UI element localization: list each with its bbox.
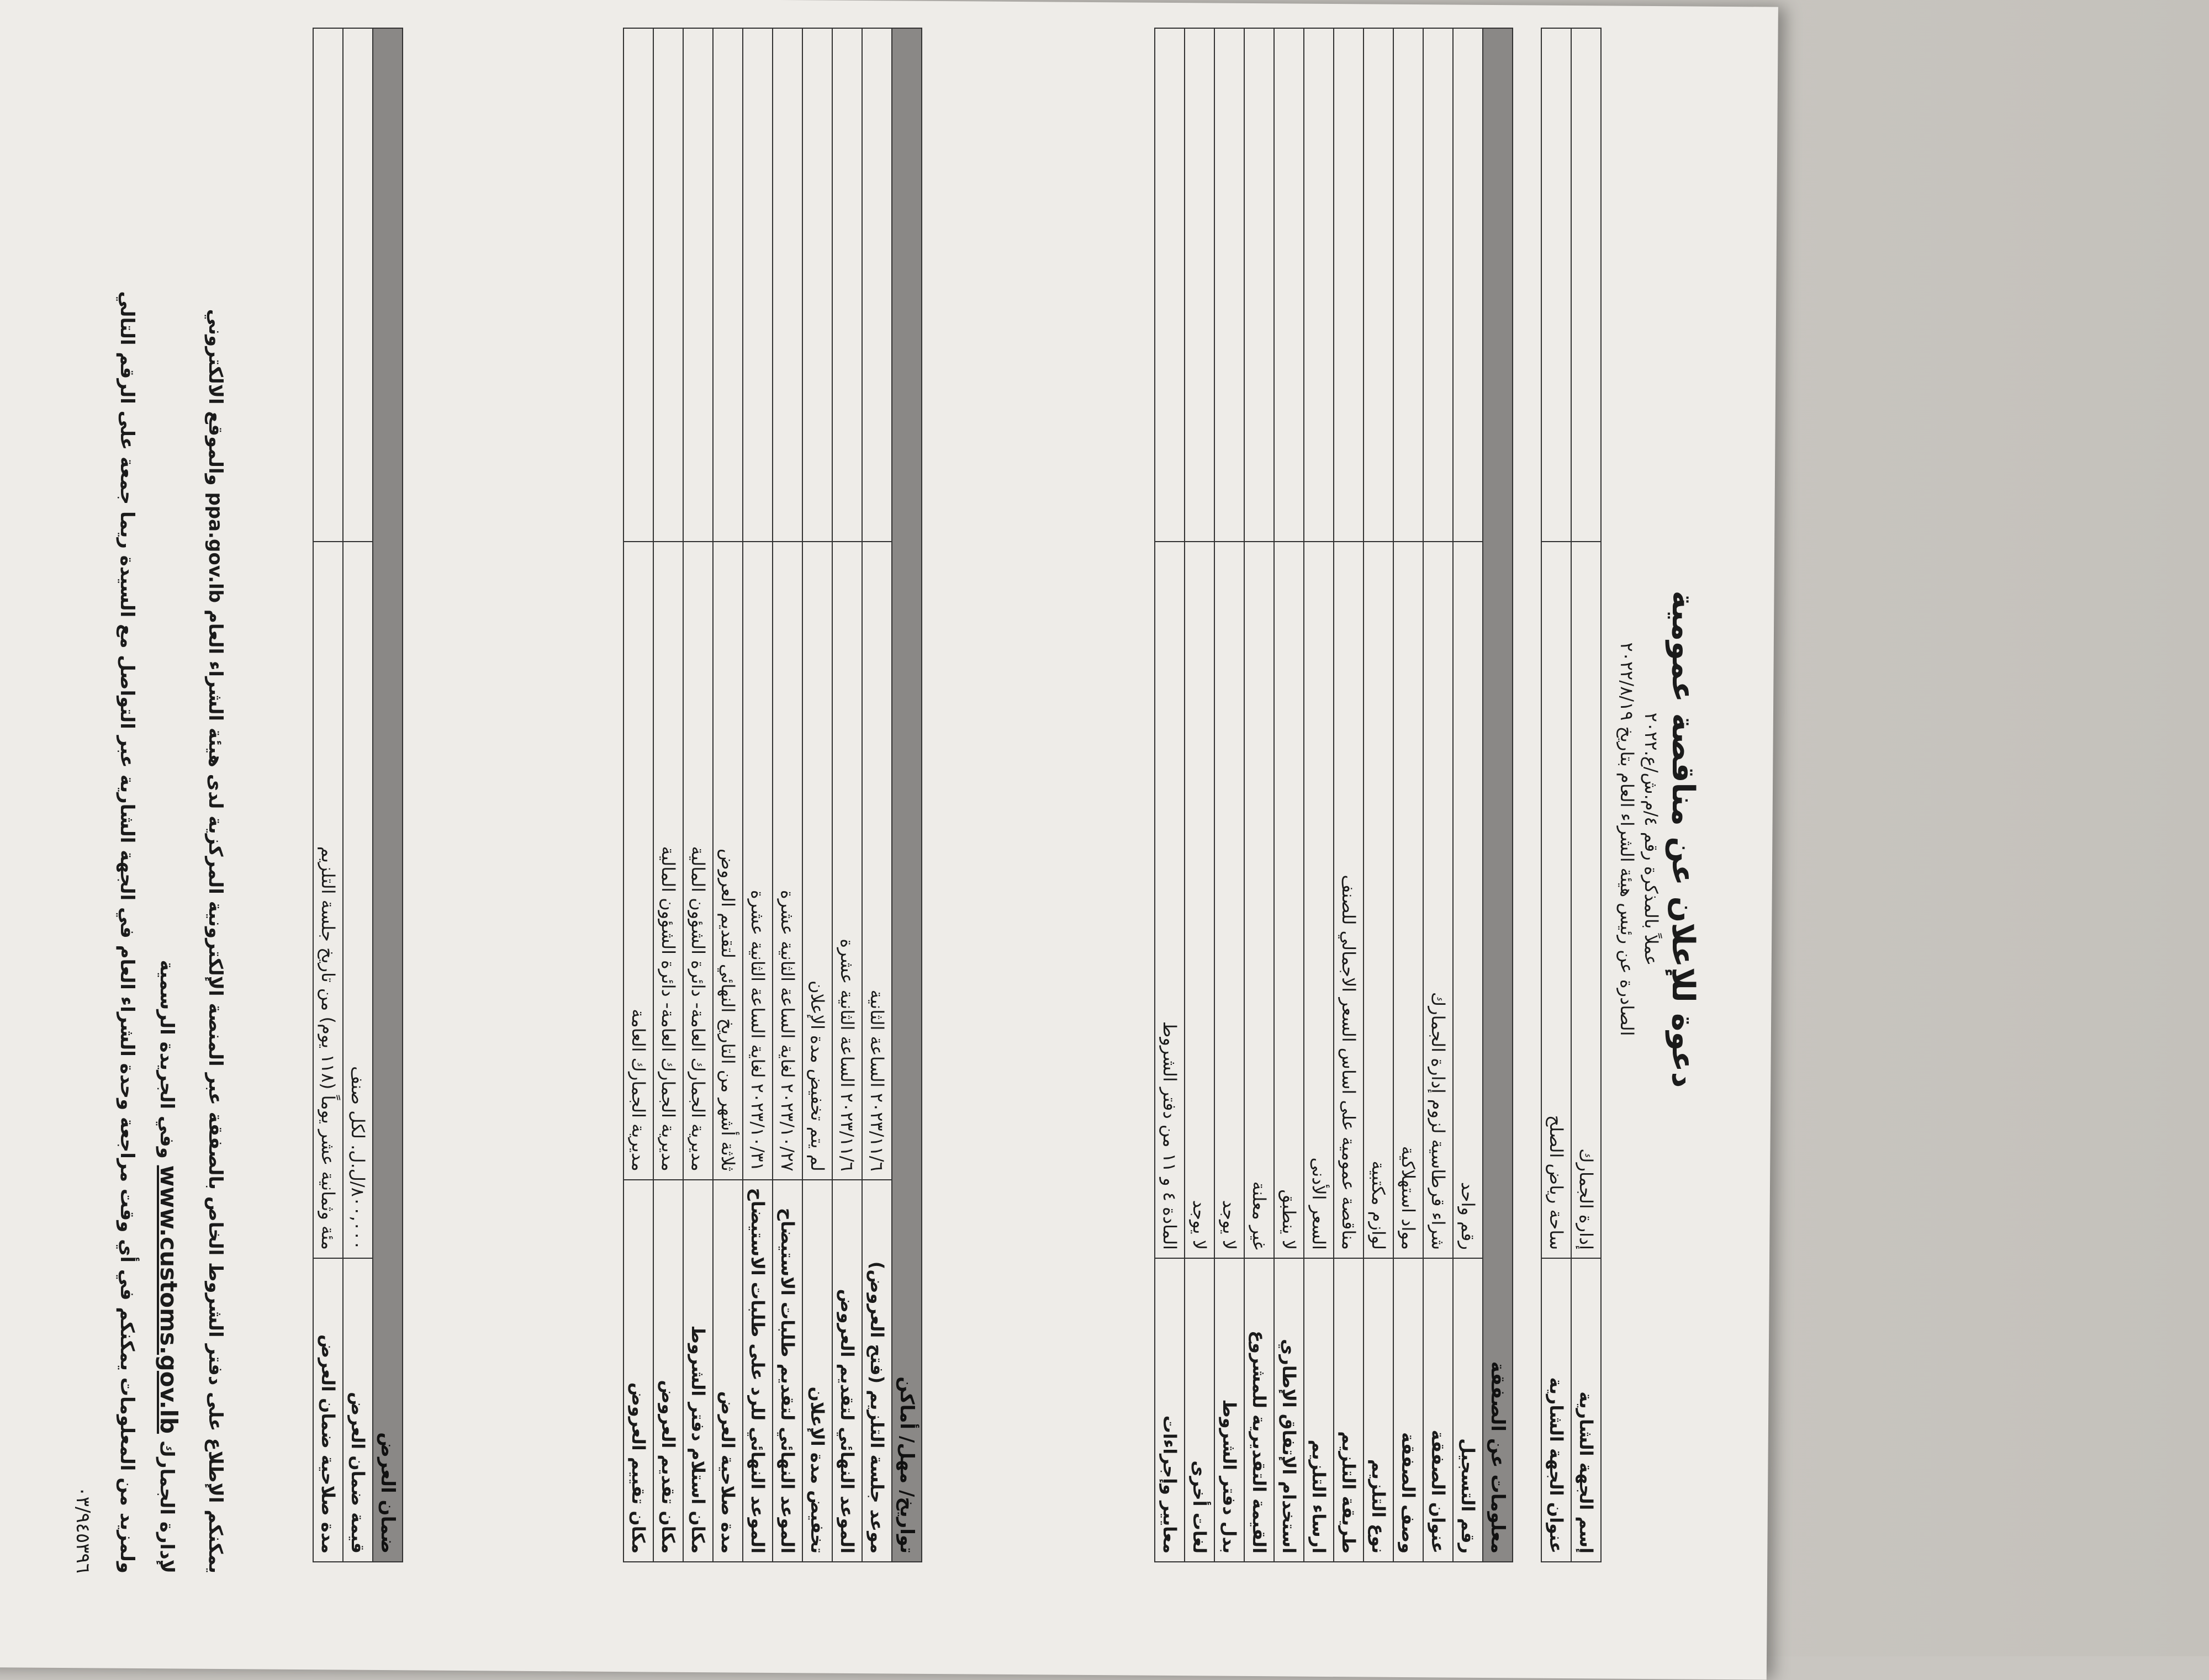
deal-blank-cell — [1393, 28, 1423, 542]
entity-blank-cell — [1541, 28, 1571, 542]
entity-value: إدارة الجمارك — [1571, 542, 1601, 1258]
dates-row — [773, 28, 802, 1562]
dates-value: مديرية الجمارك العامة — [623, 542, 653, 1180]
dates-label: تخفيض مدة الإعلان — [802, 1180, 832, 1562]
deal-value: غير معلنة — [1244, 542, 1274, 1258]
deal-row — [1453, 28, 1483, 1562]
dates-label: مكان استلام دفتر الشروط — [683, 1180, 713, 1562]
deal-section-header: معلومات عن الصفقة — [1483, 28, 1513, 1562]
deal-row — [1393, 28, 1423, 1562]
dates-label: مدة صلاحية العرض — [713, 1180, 743, 1562]
entity-label: عنوان الجهة الشارية — [1541, 1258, 1571, 1562]
deal-row — [1244, 28, 1274, 1562]
deal-label: القيمة التقديرية للمشروع — [1244, 1258, 1274, 1562]
note-customs-prefix: لإدارة الجمارك — [156, 1440, 178, 1573]
dates-blank-cell — [743, 28, 773, 542]
note-contact: ولمزيد من المعلومات يمكنكم في أي وقت مراجعة وحدة الشراء العام في الجهة الشارية عبر التواصل مع السيدة ريما جمعة على الرقم التالي — [116, 291, 138, 1573]
entity-blank-cell — [1571, 28, 1601, 542]
dates-label: مكان تقديم العروض — [653, 1180, 683, 1562]
guarantee-label: قيمة ضمان العرض — [343, 1258, 373, 1562]
deal-label: استخدام الإتفاق الإطاري — [1274, 1258, 1304, 1562]
deal-value: لا يوجد — [1185, 542, 1214, 1258]
deal-row — [1155, 28, 1185, 1562]
deal-blank-cell — [1453, 28, 1483, 542]
note-customs-site — [155, 28, 182, 1573]
deal-row — [1185, 28, 1214, 1562]
dates-row — [802, 28, 832, 1562]
dates-value: مديرية الجمارك العامة- دائرة الشؤون المالية — [683, 542, 713, 1180]
deal-blank-cell — [1304, 28, 1334, 542]
deal-label: بدل دفتر الشروط — [1214, 1258, 1244, 1562]
dates-row — [713, 28, 743, 1562]
entity-row — [1571, 28, 1601, 1562]
deal-value: السعر الأدنى — [1304, 542, 1334, 1258]
dates-row — [832, 28, 862, 1562]
deal-label: لغات أخرى — [1185, 1258, 1214, 1562]
dates-table — [623, 28, 922, 1562]
dates-value: ٢٠٢٣/١٠/٢٧ لغاية الساعة الثانية عشرة — [773, 542, 802, 1180]
dates-blank-cell — [623, 28, 653, 542]
customs-url-link[interactable]: www.customs.gov.lb — [155, 1165, 182, 1434]
dates-value: ٢٠٢٣/١١/٦ الساعة الثانية عشرة — [832, 542, 862, 1180]
deal-row — [1423, 28, 1453, 1562]
dates-value: ٢٠٢٣/١٠/٣١ لغاية الساعة الثانية عشرة — [743, 542, 773, 1180]
document-header — [1616, 33, 1712, 1645]
deal-blank-cell — [1423, 28, 1453, 542]
deal-row — [1364, 28, 1393, 1562]
entity-row — [1541, 28, 1571, 1562]
guarantee-label: مدة صلاحية ضمان العرض — [313, 1258, 343, 1562]
dates-blank-cell — [773, 28, 802, 542]
dates-blank-cell — [713, 28, 743, 542]
contact-phone: ٠٣/٩٤٥٣٩٦ — [72, 1486, 94, 1573]
note-platform: يمكنكم الإطلاع على دفتر الشروط الخاص بالصفقة عبر المنصة الإلكترونية المركزية لدى هيئة الشراء العام ppa.gov.lb والموقع الالكتروني — [204, 309, 226, 1573]
dates-blank-cell — [832, 28, 862, 542]
deal-label: ارساء التلزيم — [1304, 1258, 1334, 1562]
deal-label: معايير وإجراءات — [1155, 1258, 1185, 1562]
deal-row — [1214, 28, 1244, 1562]
deal-value: لا ينطبق — [1274, 542, 1304, 1258]
document-page — [55, 33, 1712, 1645]
deal-value: شراء قرطاسية لزوم إدارة الجمارك — [1423, 542, 1453, 1258]
entity-table — [1541, 28, 1602, 1562]
dates-row — [683, 28, 713, 1562]
entity-value: ساحة رياض الصلح — [1541, 542, 1571, 1258]
dates-label: الموعد النهائي لتقديم العروض — [832, 1180, 862, 1562]
guarantee-blank-cell — [343, 28, 373, 542]
dates-label: موعد جلسة التلزيم (فتح العروض) — [862, 1180, 892, 1562]
deal-label: وصف الصفقة — [1393, 1258, 1423, 1562]
guarantee-section-header: ضمان العرض — [373, 28, 403, 1562]
deal-blank-cell — [1244, 28, 1274, 542]
guarantee-value: مئة وثمانية عشر يوماً (١١٨ يوم) من تاريخ جلسة التلزيم — [313, 542, 343, 1258]
deal-blank-cell — [1155, 28, 1185, 542]
deal-blank-cell — [1334, 28, 1364, 542]
document-subtitle-date: الصادرة عن رئيس هيئة الشراء العام بتاريخ ٢٠٢٢/٨/١٩ — [1616, 642, 1637, 1036]
guarantee-value: ٨٠٠,٠٠٠/ل.ل. لكل صنف — [343, 542, 373, 1258]
deal-value: رقم واحد — [1453, 542, 1483, 1258]
note-customs-suffix: وفي الجريدة الرسمية — [156, 960, 178, 1159]
dates-blank-cell — [862, 28, 892, 542]
deal-value: مناقصة عمومية على اساس السعر الاجمالي للصنف — [1334, 542, 1364, 1258]
dates-blank-cell — [683, 28, 713, 542]
deal-value: المادة ٤ و ١١ من دفتر الشروط — [1155, 542, 1185, 1258]
dates-row — [743, 28, 773, 1562]
dates-blank-cell — [653, 28, 683, 542]
deal-value: مواد استهلاكية — [1393, 542, 1423, 1258]
dates-value: لم يتم تخفيض مدة الإعلان — [802, 542, 832, 1180]
dates-value: ثلاثة أشهر من التاريخ النهائي لتقديم العروض — [713, 542, 743, 1180]
deal-blank-cell — [1274, 28, 1304, 542]
deal-value: لوازم مكتبية — [1364, 542, 1393, 1258]
deal-row — [1274, 28, 1304, 1562]
dates-blank-cell — [802, 28, 832, 542]
deal-info-table — [1154, 28, 1513, 1562]
guarantee-row — [313, 28, 343, 1562]
deal-label: رقم التسجيل — [1453, 1258, 1483, 1562]
dates-value: مديرية الجمارك العامة- دائرة الشؤون المالية — [653, 542, 683, 1180]
deal-row — [1334, 28, 1364, 1562]
dates-row — [653, 28, 683, 1562]
deal-label: نوع التلزيم — [1364, 1258, 1393, 1562]
deal-label: طريقة التلزيم — [1334, 1258, 1364, 1562]
deal-value: لا يوجد — [1214, 542, 1244, 1258]
dates-label: مكان تقييم العروض — [623, 1180, 653, 1562]
dates-value: ٢٠٢٣/١١/٦ الساعة الثانية — [862, 542, 892, 1180]
document-subtitle: عملاً بالمذكرة رقم ٤/م.ش/ع.٢٠٢٢ — [1641, 712, 1662, 966]
deal-blank-cell — [1185, 28, 1214, 542]
deal-label: عنوان الصفقة — [1423, 1258, 1453, 1562]
guarantee-row — [343, 28, 373, 1562]
entity-label: إسم الجهة الشارية — [1571, 1258, 1601, 1562]
deal-blank-cell — [1214, 28, 1244, 542]
guarantee-table — [313, 28, 403, 1562]
dates-label: الموعد النهائي للرد على طلبات الاستيضاح — [743, 1180, 773, 1562]
dates-section-header: تواريخ/ مهل/ أماكن — [892, 28, 922, 1562]
guarantee-blank-cell — [313, 28, 343, 542]
document-title: دعوة للإعلان عن مناقصة عمومية — [1665, 590, 1701, 1088]
dates-row — [623, 28, 653, 1562]
dates-row — [862, 28, 892, 1562]
deal-blank-cell — [1364, 28, 1393, 542]
deal-row — [1304, 28, 1334, 1562]
dates-label: الموعد النهائي لتقديم طلبات الاستيضاح — [773, 1180, 802, 1562]
